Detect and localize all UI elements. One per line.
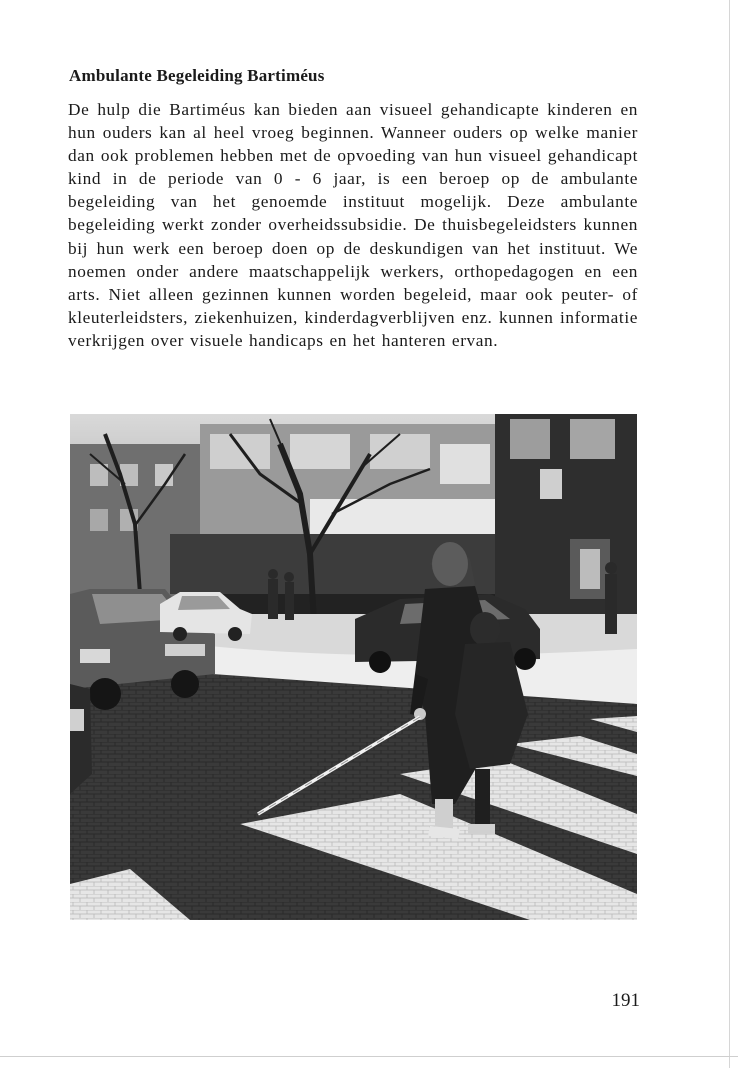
section-heading: Ambulante Begeleiding Bartiméus	[69, 66, 325, 85]
street-crossing-photo	[70, 414, 637, 920]
page-edge	[729, 0, 730, 1068]
page-number: 191	[611, 990, 640, 1011]
page-edge	[0, 1056, 738, 1057]
body-paragraph: De hulp die Bartiméus kan bieden aan visueel gehandicapte kinderen en hun ouders kan al heel vroeg beginnen. Wanneer ouders op welke manier dan ook problemen hebben met de opvoeding van hun visueel gehandicapt kind in de periode van 0 - 6 jaar, is een beroep op de ambulante begeleiding van het genoemde instituut mogelijk. Deze ambulante begeleiding werkt zonder overheidssubsidie. De thuisbegeleidsters kunnen bij hun werk een beroep doen op de deskundigen van het instituut. We noemen onder andere maatschappelijk werkers, orthopedagogen en een arts. Niet alleen gezinnen kunnen worden begeleid, maar ook peuter- of kleuterleidsters, ziekenhuizen, kinderdagverblijven enz. kunnen informatie verkrijgen over visuele handicaps en het hanteren ervan.	[68, 100, 638, 350]
